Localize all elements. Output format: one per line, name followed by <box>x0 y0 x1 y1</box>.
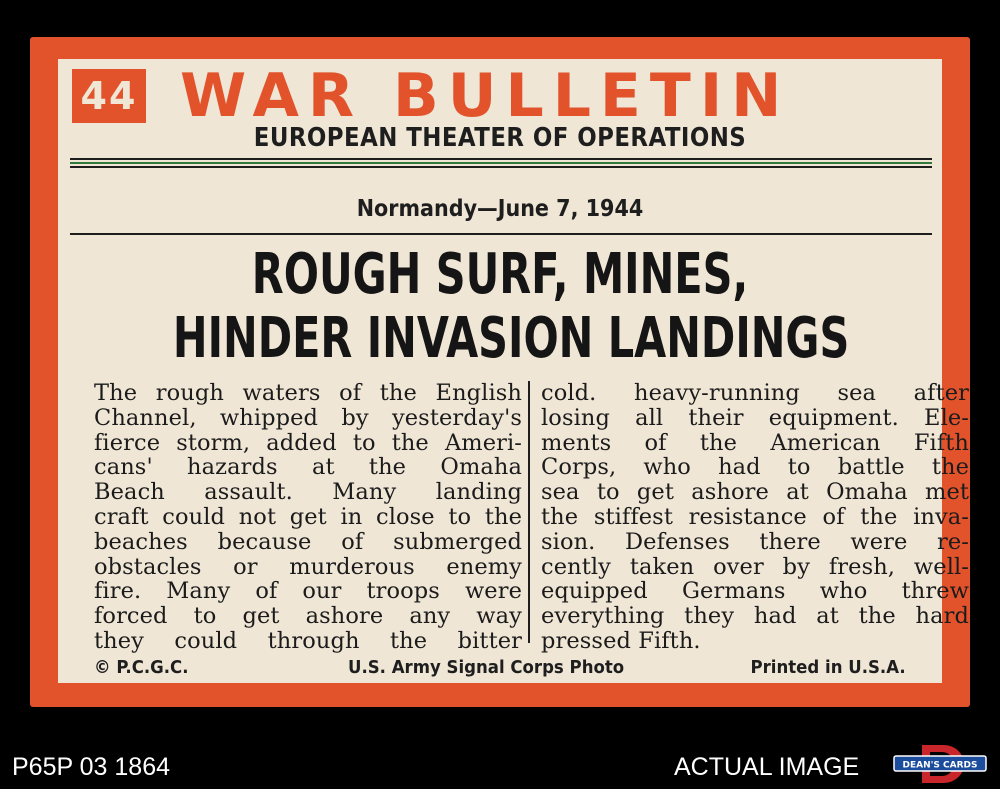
headline-line-1: ROUGH SURF, MINES, <box>251 242 749 307</box>
article-column-right <box>541 381 969 654</box>
dateline: Normandy—June 7, 1944 <box>356 196 644 222</box>
article-line: cans' hazards at the Omaha <box>94 455 522 481</box>
article-line: craft could not get in close to the <box>94 504 522 530</box>
header-rule-bottom <box>70 166 932 168</box>
article-line: the stiffest resistance of the inva- <box>541 504 969 530</box>
column-divider <box>528 381 530 643</box>
article-line: beaches because of submerged <box>94 529 522 555</box>
article-line: obstacles or murderous enemy <box>94 554 522 580</box>
article-line: cold. heavy-running sea after <box>541 381 969 406</box>
article-line: The rough waters of the English <box>94 381 522 406</box>
logo-text: DEAN'S CARDS <box>902 760 978 771</box>
footer-printed: Printed in U.S.A. <box>750 657 906 678</box>
article-line: equipped Germans who threw <box>541 579 969 605</box>
article-line: sion. Defenses there were re- <box>541 529 969 555</box>
article-line: losing all their equipment. Ele- <box>541 405 969 431</box>
footer-copyright: © P.C.G.C. <box>94 657 189 678</box>
article-line: sea to get ashore at Omaha met <box>541 480 969 505</box>
article-column-left <box>94 381 522 654</box>
inventory-code: P65P 03 1864 <box>12 753 171 781</box>
article-line: forced to get ashore any way <box>94 604 522 629</box>
article-line: ments of the American Fifth <box>541 430 969 456</box>
header-rule-green <box>70 162 932 164</box>
card-back-panel <box>58 59 969 683</box>
article-line: pressed Fifth. <box>541 628 701 654</box>
article-line: they could through the bitter <box>94 628 522 654</box>
article-line: Corps, who had to battle the <box>541 455 969 481</box>
headline-line-2: HINDER INVASION LANDINGS <box>172 306 850 371</box>
footer-photo-credit: U.S. Army Signal Corps Photo <box>348 657 625 678</box>
card-title: WAR BULLETIN <box>180 61 791 131</box>
article-line: everything they had at the hard <box>541 604 969 629</box>
card-subtitle: EUROPEAN THEATER OF OPERATIONS <box>253 123 747 153</box>
deans-cards-logo-icon <box>892 743 988 785</box>
article-line: Channel, whipped by yesterday's <box>94 405 522 431</box>
article-line: fierce storm, added to the Ameri- <box>94 430 522 456</box>
trading-card <box>30 37 970 707</box>
actual-image-label: ACTUAL IMAGE <box>674 753 860 781</box>
article-line: Beach assault. Many landing <box>94 480 522 505</box>
dateline-rule <box>70 233 932 235</box>
article-line: fire. Many of our troops were <box>94 579 522 605</box>
article-line: cently taken over by fresh, well- <box>541 554 969 580</box>
card-number: 44 <box>72 69 146 123</box>
header-rule-top <box>70 158 932 160</box>
